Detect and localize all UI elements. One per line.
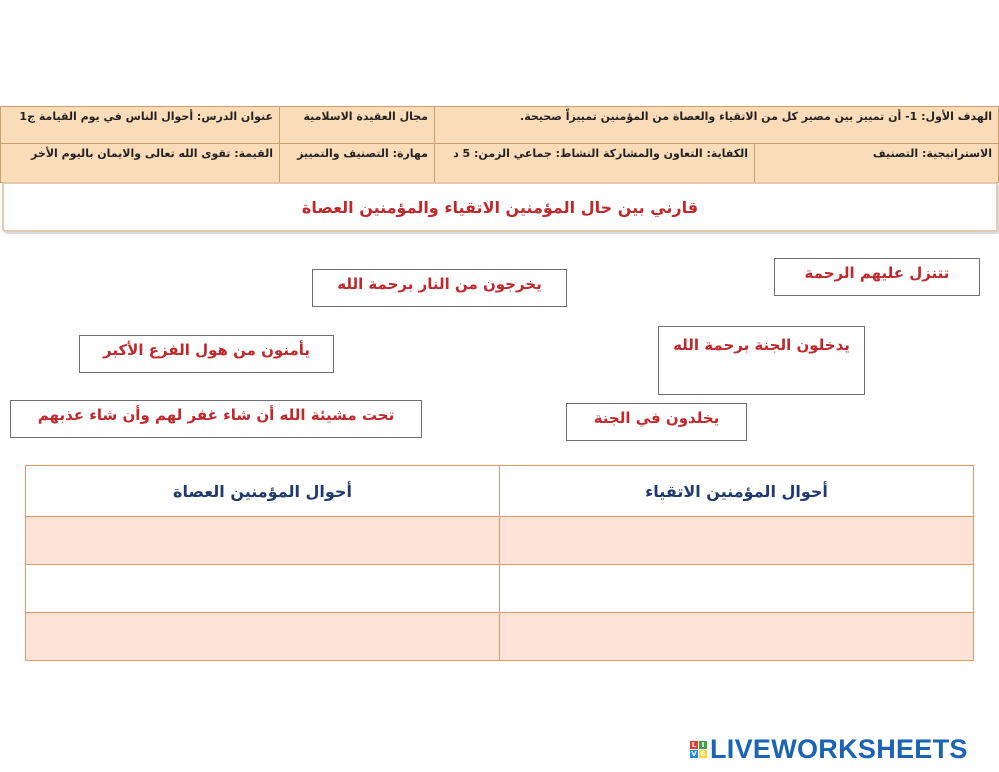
- drop-zone-pious-2[interactable]: [500, 565, 974, 613]
- table-row: [26, 613, 974, 661]
- drop-zone-pious-3[interactable]: [500, 613, 974, 661]
- answer-card-enter-paradise[interactable]: يدخلون الجنة برحمة الله: [658, 326, 865, 395]
- table-row: [26, 565, 974, 613]
- drop-zone-sinful-1[interactable]: [26, 517, 500, 565]
- header-sinful-believers: أحوال المؤمنين العصاة: [26, 466, 500, 517]
- drop-zone-sinful-2[interactable]: [26, 565, 500, 613]
- competency-cell: الكفاية: التعاون والمشاركة النشاط: جماعي الزمن: 5 د: [434, 144, 754, 182]
- table-row: [26, 517, 974, 565]
- logo-mark-icon: L I V E: [691, 740, 706, 758]
- header-row-2: [0, 143, 999, 183]
- table-header-row: [26, 466, 974, 517]
- logo-text: LIVEWORKSHEETS: [710, 733, 968, 764]
- drop-zone-sinful-3[interactable]: [26, 613, 500, 661]
- domain-cell: مجال العقيدة الاسلامية: [279, 107, 434, 145]
- objective-cell: الهدف الأول: 1- أن تمييز بين مصير كل من الاتقياء والعصاة من المؤمنين تمييزاً صحيحة.: [434, 107, 998, 145]
- instruction-text: قارني بين حال المؤمنين الاتقياء والمؤمنين العصاة: [301, 198, 699, 217]
- skill-cell: مهارة: التصنيف والتمييز: [279, 144, 434, 182]
- answer-card-safe-from-terror[interactable]: يأمنون من هول الفزع الأكبر: [79, 335, 334, 373]
- strategy-cell: الاستراتيجية: التصنيف: [754, 144, 998, 182]
- header-row-1: [0, 106, 999, 146]
- lesson-title-cell: عنوان الدرس: أحوال الناس في يوم القيامة ج1: [1, 107, 279, 145]
- classification-table: [25, 465, 974, 661]
- answer-card-mercy[interactable]: تتنزل عليهم الرحمة: [774, 258, 980, 296]
- liveworksheets-logo: [690, 732, 990, 766]
- answer-card-eternal-paradise[interactable]: يخلدون في الجنة: [566, 403, 747, 441]
- value-cell: القيمة: تقوى الله تعالى والايمان باليوم الأخر: [1, 144, 279, 182]
- instruction-banner: [2, 182, 998, 232]
- header-pious-believers: أحوال المؤمنين الاتقياء: [500, 466, 974, 517]
- answer-card-exit-fire[interactable]: يخرجون من النار برحمة الله: [312, 269, 567, 307]
- drop-zone-pious-1[interactable]: [500, 517, 974, 565]
- answer-card-divine-will[interactable]: تحت مشيئة الله أن شاء غفر لهم وأن شاء عذبهم: [10, 400, 422, 438]
